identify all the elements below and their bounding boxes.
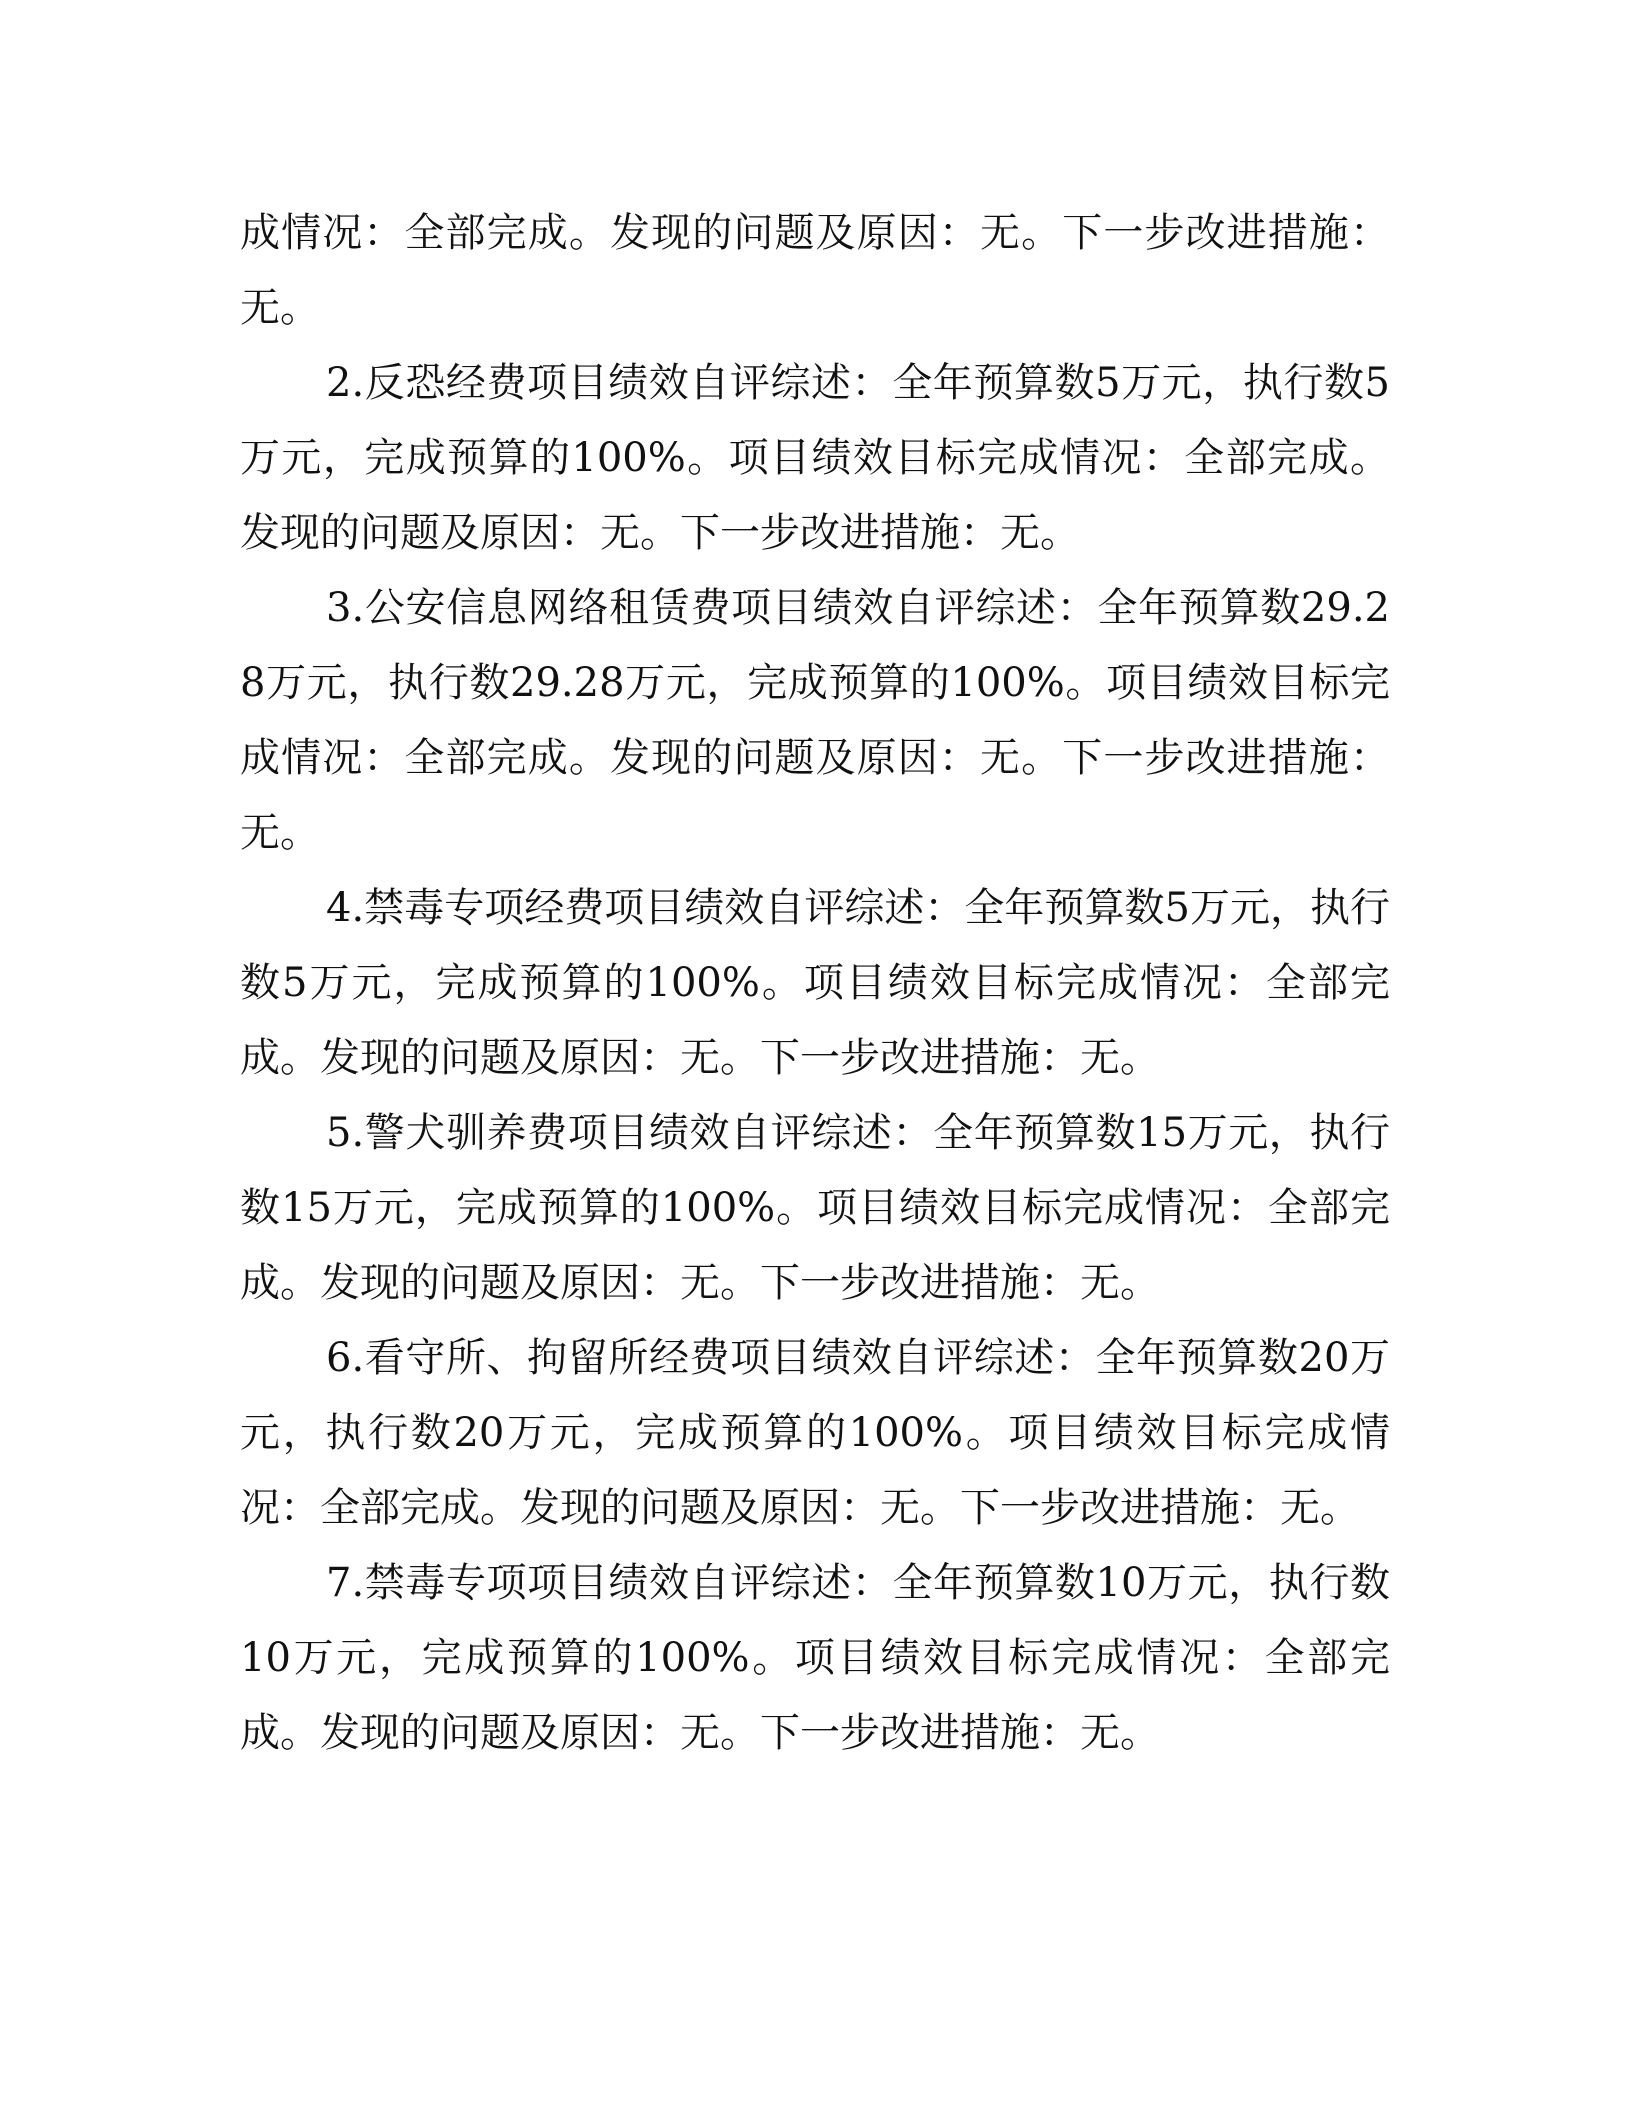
paragraph-item-3: 3.公安信息网络租赁费项目绩效自评综述：全年预算数29.28万元，执行数29.28万元，完成预算的100%。项目绩效目标完成情况：全部完成。发现的问题及原因：无。下一步改进措施：无。 bbox=[240, 585, 1390, 856]
document-page bbox=[240, 196, 1390, 1771]
paragraph-continuation: 成情况：全部完成。发现的问题及原因：无。下一步改进措施：无。 bbox=[240, 210, 1390, 331]
paragraph-item-7: 7.禁毒专项项目绩效自评综述：全年预算数10万元，执行数10万元，完成预算的100%。项目绩效目标完成情况：全部完成。发现的问题及原因：无。下一步改进措施：无。 bbox=[240, 1560, 1390, 1756]
paragraph-item-5: 5.警犬驯养费项目绩效自评综述：全年预算数15万元，执行数15万元，完成预算的100%。项目绩效目标完成情况：全部完成。发现的问题及原因：无。下一步改进措施：无。 bbox=[240, 1110, 1390, 1306]
paragraph-item-2: 2.反恐经费项目绩效自评综述：全年预算数5万元，执行数5万元，完成预算的100%。项目绩效目标完成情况：全部完成。发现的问题及原因：无。下一步改进措施：无。 bbox=[240, 360, 1390, 556]
paragraph-item-6: 6.看守所、拘留所经费项目绩效自评综述：全年预算数20万元，执行数20万元，完成预算的100%。项目绩效目标完成情况：全部完成。发现的问题及原因：无。下一步改进措施：无。 bbox=[240, 1335, 1390, 1531]
paragraph-item-4: 4.禁毒专项经费项目绩效自评综述：全年预算数5万元，执行数5万元，完成预算的100%。项目绩效目标完成情况：全部完成。发现的问题及原因：无。下一步改进措施：无。 bbox=[240, 885, 1390, 1081]
